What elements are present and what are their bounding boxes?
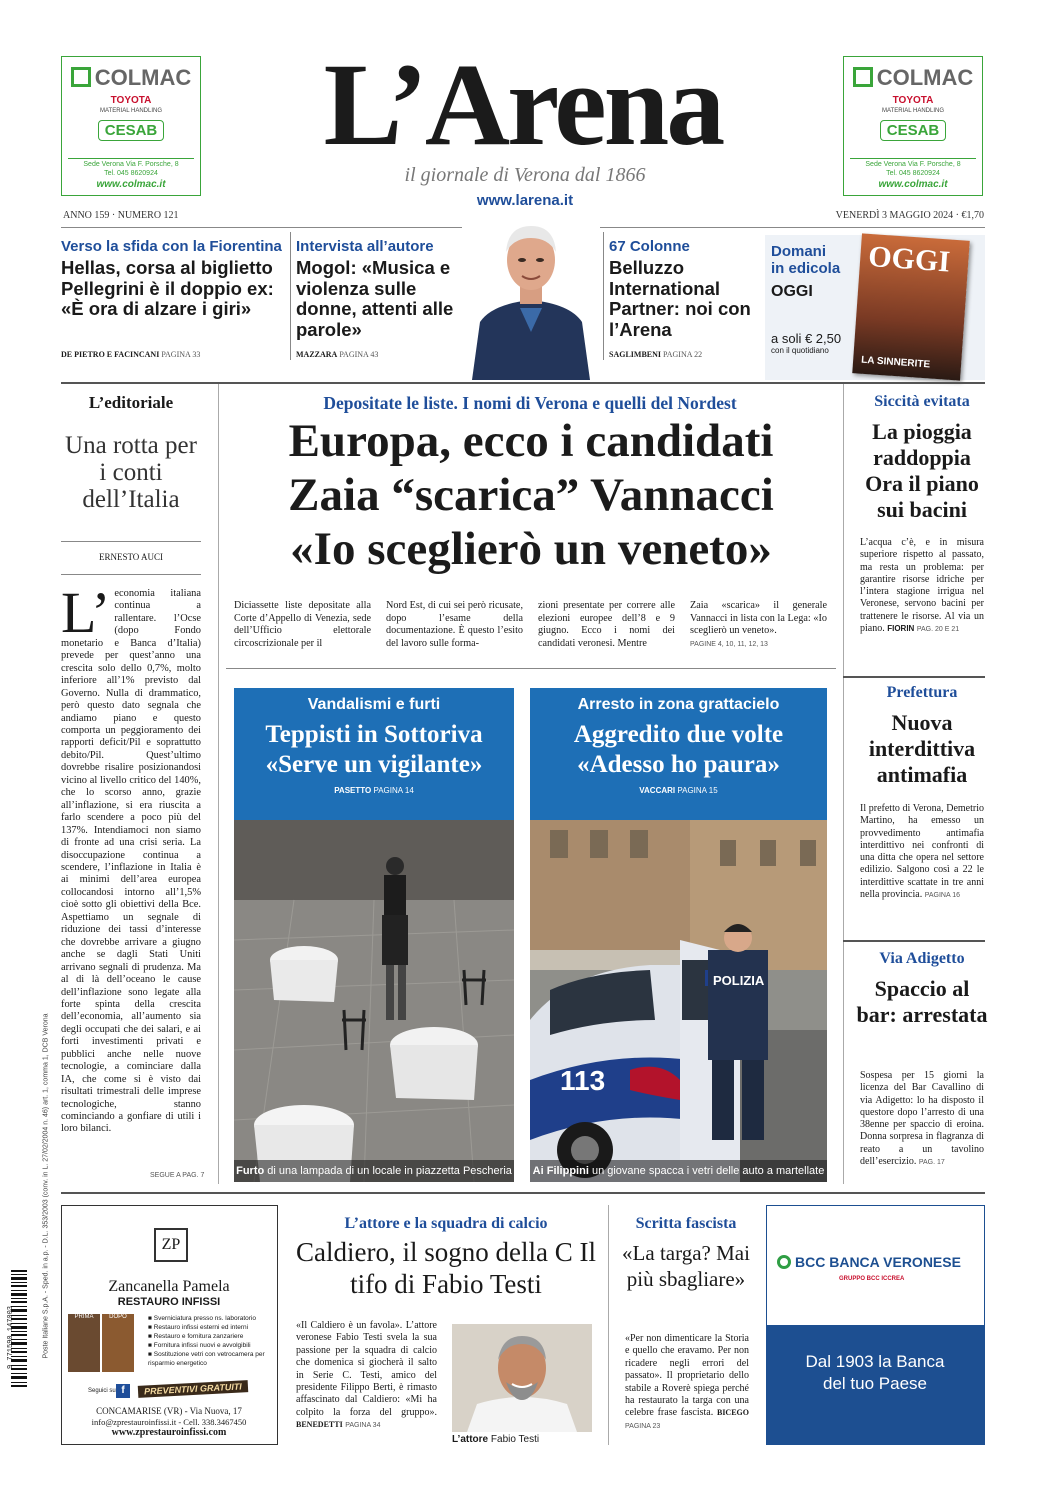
photo-story-filippini[interactable] bbox=[530, 688, 827, 1182]
colmac-mark-icon bbox=[71, 67, 91, 87]
teaser-hellas[interactable] bbox=[61, 238, 283, 320]
zp-website[interactable]: www.zprestauroinfissi.com bbox=[111, 1427, 227, 1438]
oggi-promo-title: Domani in edicola bbox=[771, 243, 841, 277]
divider bbox=[61, 574, 201, 575]
zp-logo: ZP bbox=[154, 1228, 188, 1262]
masthead-tagline: il giornale di Verona dal 1866 bbox=[404, 164, 646, 186]
section-rule bbox=[61, 1192, 985, 1194]
photo-vandals bbox=[234, 820, 514, 1182]
lead-col-3: zioni presentate per correre alle elezioni europee dell’8 e 9 giugno. Ecco i nomi dei candidati veronesi. Mentre bbox=[538, 600, 675, 649]
lead-headline-line: Zaia “scarica” Vannacci bbox=[288, 469, 774, 521]
testi-photo-caption: L’attore Fabio Testi bbox=[452, 1434, 540, 1445]
right-kicker-adigetto: Via Adigetto bbox=[879, 950, 965, 967]
bcc-ad[interactable] bbox=[766, 1205, 985, 1445]
zp-service-item: ■ Sostituzione vetri con vetrocamera per risparmio energetico bbox=[148, 1351, 265, 1367]
photo-story-sottoriva[interactable] bbox=[234, 688, 514, 1182]
police-car-number: 113 bbox=[560, 1065, 606, 1096]
police-car-scene bbox=[530, 820, 827, 1182]
colmac-logo: COLMAC bbox=[844, 65, 982, 91]
caldiero-title[interactable]: Caldiero, il sogno della C Il tifo di Fabio Testi bbox=[296, 1237, 596, 1299]
zp-before-label: PRIMA bbox=[74, 1314, 94, 1320]
bcc-mark-icon bbox=[777, 1255, 791, 1269]
column-rule bbox=[218, 384, 219, 1184]
column-rule bbox=[843, 384, 844, 1184]
scritta-kicker: Scritta fascista bbox=[635, 1215, 737, 1232]
zp-ad[interactable] bbox=[61, 1205, 278, 1445]
teaser-kicker: Intervista all’autore bbox=[296, 238, 434, 255]
zp-contact: info@zprestauroinfissi.it - Cell. 338.3467450 bbox=[91, 1417, 247, 1427]
lead-kicker: Depositate le liste. I nomi di Verona e quelli del Nordest bbox=[323, 393, 737, 413]
editorial-follow[interactable]: SEGUE A PAG. 7 bbox=[150, 1172, 205, 1179]
mogol-photo bbox=[462, 212, 600, 380]
right-title-siccita[interactable]: La pioggia raddoppia Ora il piano sui bacini bbox=[865, 419, 979, 522]
zp-service-item: ■ Restauro e fornitura zanzariere bbox=[148, 1333, 244, 1340]
photo-story-header bbox=[234, 688, 514, 820]
divider bbox=[61, 541, 201, 542]
toyota-label: TOYOTA bbox=[110, 95, 152, 106]
scritta-title[interactable]: «La targa? Mai più sbagliare» bbox=[622, 1241, 750, 1291]
zp-service-item: ■ Fornitura infissi nuovi e avvolgibili bbox=[148, 1342, 251, 1349]
right-kicker-siccita: Siccità evitata bbox=[874, 393, 970, 410]
section-rule bbox=[843, 940, 985, 942]
photo-story-header bbox=[530, 688, 827, 820]
lead-col-2: Nord Est, di cui sei però ricusate, dopo l’esame della documentazione. È questo l’esito del lavoro sulle forma- bbox=[386, 600, 523, 649]
divider bbox=[290, 232, 291, 360]
lead-col-1: Diciassette liste depositate alla Corte d’Appello di Venezia, sede dell’Ufficio elettorale circoscrizionale per il bbox=[234, 600, 371, 649]
photo-story-title: Teppisti in Sottoriva «Serve un vigilante» bbox=[265, 721, 483, 778]
teaser-title: Mogol: «Musica e violenza sulle donne, attenti alle parole» bbox=[296, 257, 454, 340]
colmac-ad-left[interactable] bbox=[61, 56, 201, 196]
column-rule bbox=[608, 1205, 609, 1445]
section-rule bbox=[843, 676, 985, 678]
facebook-icon[interactable]: f bbox=[116, 1384, 130, 1398]
oggi-price-note: con il quotidiano bbox=[771, 346, 829, 355]
bcc-group: GRUPPO BCC ICCREA bbox=[839, 1276, 905, 1282]
photo-story-kicker: Arresto in zona grattacielo bbox=[577, 696, 780, 713]
lead-col-4 bbox=[690, 600, 827, 651]
right-body-siccita: L’acqua c’è, e in misura superiore rispetto al passato, ma resta un problema: per garantire risorse idriche per l’intera stagione irrigua nel Veronese, servono bacini per trattenere le risorse. Al via un piano. FIORIN PAG. 20 E 21 bbox=[860, 537, 984, 635]
right-title-prefettura[interactable]: Nuova interdittiva antimafia bbox=[868, 710, 976, 787]
police-car-label: POLIZIA bbox=[713, 973, 765, 988]
teaser-belluzzo[interactable] bbox=[609, 238, 759, 340]
teaser-byline: DE PIETRO E FACINCANI PAGINA 33 bbox=[61, 350, 201, 359]
teaser-kicker: Verso la sfida con la Fiorentina bbox=[61, 238, 282, 255]
cesab-logo: CESAB bbox=[98, 120, 165, 141]
right-title-adigetto[interactable]: Spaccio al bar: arrestata bbox=[856, 976, 988, 1027]
teaser-title: Hellas, corsa al biglietto Pellegrini è il doppio ex: «È ora di alzare i giri» bbox=[61, 257, 274, 319]
zp-before-photo bbox=[68, 1314, 100, 1372]
scritta-body: «Per non dimenticare la Storia e quello che eravamo. Per non ricadere negli errori del passato». Il proprietario dello stabile a Roverè spiega perché ha restaurato la targa con una celebre frase fascista. BICEGO PAGINA 23 bbox=[625, 1333, 749, 1430]
zp-services bbox=[148, 1314, 276, 1368]
bcc-slogan: Dal 1903 la Banca del tuo Paese bbox=[805, 1352, 945, 1393]
photo-story-byline: VACCARI PAGINA 15 bbox=[639, 786, 718, 795]
editorial-body bbox=[61, 588, 201, 1173]
oggi-cover bbox=[852, 233, 970, 380]
date-price: VENERDÌ 3 MAGGIO 2024 · €1,70 bbox=[835, 210, 984, 221]
zp-service-item: ■ Sverniciatura presso ns. laboratorio bbox=[148, 1315, 256, 1322]
lead-headline[interactable] bbox=[226, 414, 836, 576]
photo-story-kicker: Vandalismi e furti bbox=[307, 696, 441, 713]
oggi-cover-logo: OGGI bbox=[867, 239, 952, 279]
zp-after-photo bbox=[102, 1314, 134, 1372]
barcode-number: 9 771590 147003 bbox=[7, 1305, 15, 1369]
zp-social-label: Seguici su bbox=[88, 1388, 116, 1394]
oggi-price: a soli € 2,50 bbox=[771, 331, 842, 346]
colmac-ad-right[interactable] bbox=[843, 56, 983, 196]
right-kicker-prefettura: Prefettura bbox=[886, 684, 958, 701]
testi-photo bbox=[452, 1324, 592, 1432]
right-body-prefettura: Il prefetto di Verona, Demetrio Martino, ha emesso un provvedimento antimafia interdittivo nei confronti di una ditta che opera nel settore edilizio. Salgono così a 22 le interdittive scattate in tre anni nella provincia. PAGINA 16 bbox=[860, 803, 984, 901]
caldiero-body: «Il Caldiero è un favola». L’attore veronese Fabio Testi svela la sua passione per la squadra di calcio che domenica si giocherà il salto in Serie C. Testi, amico del presidente Filippo Berti, è rimasto affascinato dal Caldiero: «Mi ha colpito la forza del gruppo». BENEDETTI PAGINA 34 bbox=[296, 1320, 437, 1430]
lead-headline-line: Europa, ecco i candidati bbox=[288, 415, 774, 467]
teaser-kicker: 67 Colonne bbox=[609, 238, 690, 255]
editorial-dropcap: L’ bbox=[61, 588, 111, 645]
zp-service-item: ■ Restauro infissi esterni ed interni bbox=[148, 1324, 249, 1331]
cesab-logo: CESAB bbox=[880, 120, 947, 141]
caldiero-kicker: L’attore e la squadra di calcio bbox=[344, 1215, 548, 1232]
editorial-label: L’editoriale bbox=[88, 393, 174, 412]
zp-name: Zancanella Pamela bbox=[108, 1278, 230, 1295]
issue-number: ANNO 159 · NUMERO 121 bbox=[63, 210, 179, 221]
photo-story-byline: PASETTO PAGINA 14 bbox=[334, 786, 414, 795]
toyota-label: TOYOTA bbox=[892, 95, 934, 106]
editorial-author: ERNESTO AUCI bbox=[98, 552, 164, 562]
colmac-mark-icon bbox=[853, 67, 873, 87]
photo-caption: Ai Filippini un giovane spacca i vetri delle auto a martellate bbox=[530, 1160, 827, 1182]
masthead-title: L’Arena bbox=[323, 39, 723, 170]
zp-after-label: DOPO bbox=[109, 1314, 127, 1320]
teaser-byline: SAGLIMBENI PAGINA 22 bbox=[609, 350, 703, 359]
zp-promo: PREVENTIVI GRATUITI bbox=[138, 1380, 248, 1398]
colmac-logo: COLMAC bbox=[62, 65, 200, 91]
teaser-title: Belluzzo International Partner: noi con l’Arena bbox=[609, 257, 751, 340]
lead-col-4-text: Zaia «scarica» il generale Vannacci in lista con la Lega: «Io sceglierò un veneto». bbox=[690, 600, 827, 637]
bcc-logo: BCC BANCA VERONESE bbox=[777, 1254, 961, 1270]
oggi-promo[interactable] bbox=[765, 235, 985, 380]
right-body-adigetto: Sospesa per 15 giorni la licenza del Bar Cavallino di via Adigetto: lo ha disposto il questore dopo l’arresto di una 38enne per spaccio di eroina. Donna sorpresa in flagranza di reato a un tavolino dell’esercizio. PAG. 17 bbox=[860, 1070, 984, 1168]
bcc-logo-panel bbox=[766, 1205, 985, 1326]
editorial-title: Una rotta per i conti dell’Italia bbox=[65, 432, 197, 513]
zp-sub: RESTAURO INFISSI bbox=[117, 1296, 221, 1308]
divider bbox=[603, 232, 604, 360]
postal-notice: Poste Italiane S.p.A. - Sped. in a.p. - D.L. 353/2003 (conv. in L. 27/02/2004 n. 46) art. 1, comma 1, DCB Verona bbox=[42, 1013, 50, 1359]
photo-story-title: Aggredito due volte «Adesso ho paura» bbox=[573, 721, 784, 778]
teaser-byline: MAZZARA PAGINA 43 bbox=[296, 350, 379, 359]
editorial-text: economia italiana continua a rallentare. l’Ocse (dopo Fondo monetario e Banca d’Italia) prevede per quest’anno una crescita solo dello 0,7%, molto inferiore all’1% previsto dal Governo. Nulla di drammatico, però questo dato segnala che andiamo piano e questo comporta un peggioramento dei rapporti deficit/Pil e soprattutto debito/Pil. Quest’ultimo dovrebbe risalire posizionandosi vicino al livello critico del 140%, che lo scorso anno, grazie all’inflazione, si era riuscita a farlo scendere a poco più del 137%. Intendiamoci non siamo di fronte ad una crisi seria. La disoccupazione continua a scendere, l’inflazione in Italia è ai minimi dell’area europea collocandosi intorno all’1,5% cioè sotto gli obiettivi della Bce. Aspettiamo un segnale di riduzione dei tassi d’interesse che dovrebbe arrivare a giugno anche se dagli Stati Uniti arrivano segnali di prudenza. Ma al di là dell’oceano le cause dell’inflazione sono legate alla forte spinta della crescita dell’economia, all’aumento sia degli occupati che dei salari, e ai forti investimenti privati e pubblici anche nelle nuove tecnologie, a cominciare dalla IA, che come si è visto dai risultati trimestrali delle imprese tecnologiche, stanno cominciando a gonfiare di utili i loro bilanci. bbox=[61, 588, 201, 1135]
lead-pages: PAGINE 4, 10, 11, 12, 13 bbox=[690, 640, 768, 648]
photo-police bbox=[530, 820, 827, 1182]
website-link[interactable]: www.larena.it bbox=[476, 192, 574, 209]
lead-headline-line: «Io sceglierò un veneto» bbox=[290, 523, 772, 575]
material-handling-label: MATERIAL HANDLING bbox=[881, 108, 944, 114]
oggi-promo-magazine: OGGI bbox=[771, 283, 813, 300]
section-rule bbox=[226, 668, 836, 669]
teaser-mogol[interactable] bbox=[296, 238, 461, 340]
material-handling-label: MATERIAL HANDLING bbox=[99, 108, 162, 114]
oggi-cover-text: LA SINNERITE bbox=[860, 354, 931, 371]
section-rule bbox=[61, 382, 985, 384]
zp-address: CONCAMARISE (VR) - Via Nuova, 17 bbox=[96, 1406, 242, 1416]
photo-caption: Furto di una lampada di un locale in piazzetta Pescheria bbox=[234, 1160, 514, 1182]
colmac-footer: Sede Verona Via F. Porsche, 8 Tel. 045 8620924 www.colmac.it bbox=[68, 158, 194, 191]
colmac-footer: Sede Verona Via F. Porsche, 8 Tel. 045 8620924 www.colmac.it bbox=[850, 158, 976, 191]
